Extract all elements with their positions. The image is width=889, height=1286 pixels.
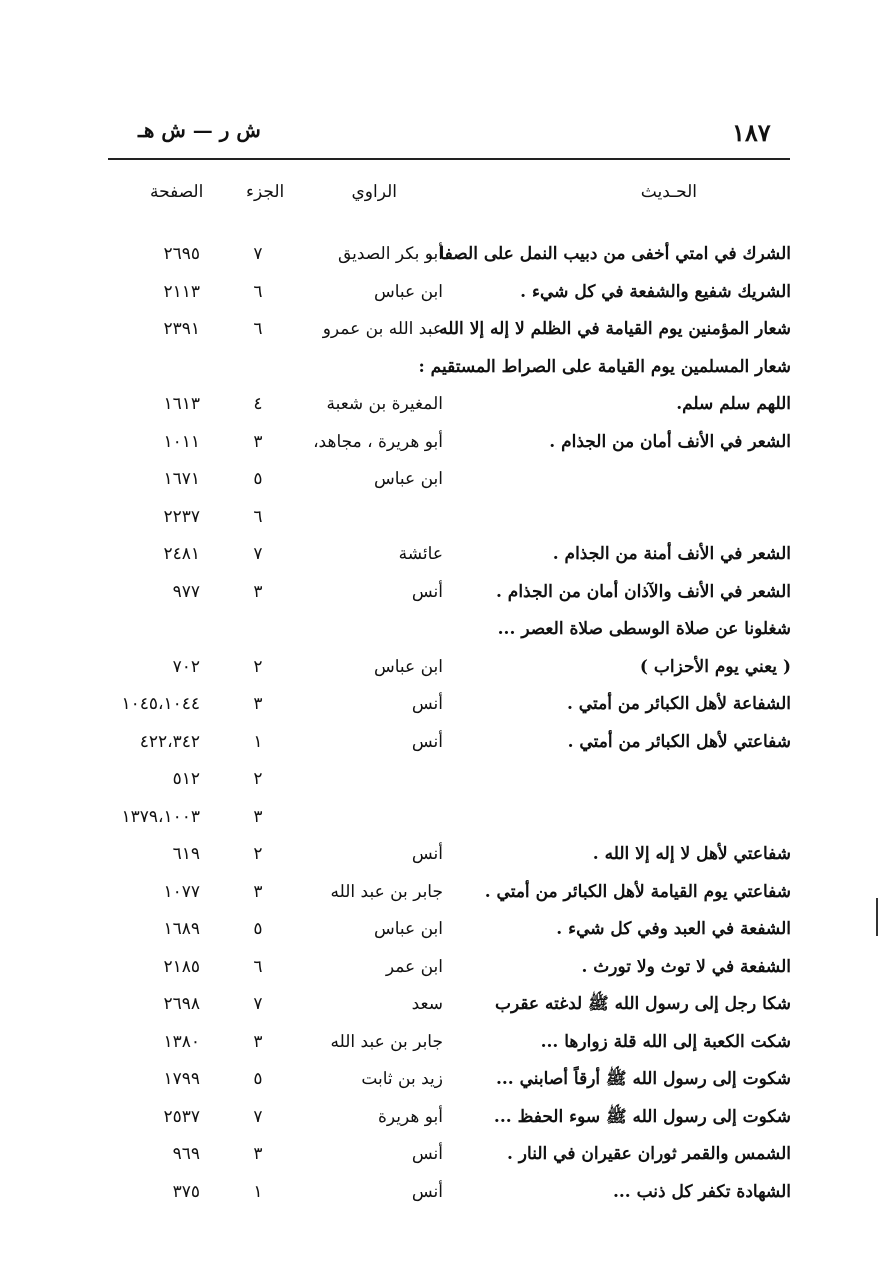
page-reference: ٩٧٧ xyxy=(172,581,200,602)
hadith-text: الشعر في الأنف أمنة من الجذام . xyxy=(552,544,791,564)
page-reference: ٢٣٩١ xyxy=(163,319,200,339)
column-header-hadith: الحـديث xyxy=(640,182,697,202)
table-row xyxy=(0,424,889,462)
page-reference: ١٠٧٧ xyxy=(163,881,200,902)
hadith-text: شفاعتي لأهل لا إله إلا الله . xyxy=(592,844,791,864)
hadith-text: الشعر في الأنف والآذان أمان من الجذام . xyxy=(495,581,791,602)
narrator-name: جابر بن عبد الله xyxy=(330,881,443,902)
page-reference: ١٦٧١ xyxy=(163,469,200,489)
narrator-name: أبو هريرة xyxy=(377,1106,443,1127)
narrator-name: أنس xyxy=(411,694,443,714)
volume-number: ٥ xyxy=(253,919,263,939)
hadith-text: شكوت إلى رسول الله ﷺ سوء الحفظ ... xyxy=(493,1106,791,1127)
table-row xyxy=(0,499,889,537)
narrator-name: زيد بن ثابت xyxy=(361,1069,443,1089)
hadith-text: الشرك في امتي أخفى من دبيب النمل على الصفا . xyxy=(427,244,791,264)
page-reference: ٢٦٩٥ xyxy=(163,244,200,264)
page-reference: ٧٠٢ xyxy=(172,656,200,677)
volume-number: ٣ xyxy=(253,881,263,902)
volume-number: ٢ xyxy=(253,769,263,789)
volume-number: ٤ xyxy=(253,394,263,414)
hadith-text: شكت الكعبة إلى الله قلة زوارها ... xyxy=(540,1031,791,1052)
narrator-name: أنس xyxy=(411,1181,443,1202)
volume-number: ٦ xyxy=(253,281,263,302)
narrator-name: ابن عمر xyxy=(385,956,443,977)
margin-mark xyxy=(876,898,878,936)
hadith-text: شكوت إلى رسول الله ﷺ أرقاً أصابني ... xyxy=(495,1069,791,1089)
volume-number: ٧ xyxy=(253,244,263,264)
table-row xyxy=(0,799,889,837)
table-row xyxy=(0,836,889,874)
table-row xyxy=(0,236,889,274)
table-row xyxy=(0,1061,889,1099)
page-reference: ١٣٧٩،١٠٠٣ xyxy=(121,806,200,827)
page-number: ١٨٧ xyxy=(732,118,771,147)
table-row xyxy=(0,536,889,574)
table-row xyxy=(0,724,889,762)
volume-number: ٧ xyxy=(253,994,263,1014)
volume-number: ٣ xyxy=(253,694,263,714)
table-row xyxy=(0,1136,889,1174)
page-reference: ٥١٢ xyxy=(172,769,200,789)
table-row xyxy=(0,611,889,649)
volume-number: ٦ xyxy=(253,506,263,527)
table-row xyxy=(0,461,889,499)
table-row xyxy=(0,311,889,349)
running-head: ش ر — ش هـ xyxy=(138,118,261,142)
page-reference: ١٦٨٩ xyxy=(163,919,200,939)
table-row xyxy=(0,349,889,387)
hadith-text: شعار المؤمنين يوم القيامة في الظلم لا إله إلا الله . xyxy=(427,319,791,339)
page-reference: ٢٤٨١ xyxy=(163,544,200,564)
narrator-name: أنس xyxy=(411,844,443,864)
hadith-text: الشفعة في لا توث ولا تورث . xyxy=(581,956,791,977)
page-reference: ٢٦٩٨ xyxy=(163,994,200,1014)
volume-number: ٣ xyxy=(253,1144,263,1164)
hadith-text: الشفاعة لأهل الكبائر من أمتي . xyxy=(566,694,791,714)
volume-number: ٧ xyxy=(253,544,263,564)
volume-number: ٦ xyxy=(253,956,263,977)
page-reference: ١٠٤٥،١٠٤٤ xyxy=(121,694,200,714)
table-row xyxy=(0,911,889,949)
narrator-name: أنس xyxy=(411,731,443,752)
volume-number: ٣ xyxy=(253,806,263,827)
narrator-name: عائشة xyxy=(398,544,443,564)
table-row xyxy=(0,686,889,724)
narrator-name: أنس xyxy=(411,581,443,602)
narrator-name: ابن عباس xyxy=(373,656,443,677)
hadith-text: شعار المسلمين يوم القيامة على الصراط المستقيم : xyxy=(418,356,791,377)
hadith-text: الشفعة في العبد وفي كل شيء . xyxy=(556,919,791,939)
table-row xyxy=(0,1099,889,1137)
hadith-text: شكا رجل إلى رسول الله ﷺ لدغته عقرب xyxy=(494,994,791,1014)
table-row xyxy=(0,986,889,1024)
page-reference: ١٣٨٠ xyxy=(163,1031,200,1052)
volume-number: ٣ xyxy=(253,1031,263,1052)
table-row xyxy=(0,761,889,799)
column-header-page: الصفحة xyxy=(150,182,204,202)
page-reference: ٦١٩ xyxy=(172,844,200,864)
page-reference: ٩٦٩ xyxy=(172,1144,200,1164)
table-row xyxy=(0,1024,889,1062)
page-reference: ١٠١١ xyxy=(163,431,200,452)
page-reference: ٤٢٢،٣٤٢ xyxy=(139,731,200,752)
narrator-name: ابن عباس xyxy=(373,919,443,939)
narrator-name: عبد الله بن عمرو xyxy=(322,319,443,339)
page-reference: ١٧٩٩ xyxy=(163,1069,200,1089)
volume-number: ٣ xyxy=(253,581,263,602)
narrator-name: ابن عباس xyxy=(373,281,443,302)
table-row xyxy=(0,1174,889,1212)
column-header-narrator: الراوي xyxy=(351,182,397,202)
hadith-text: شغلونا عن صلاة الوسطى صلاة العصر ... xyxy=(497,619,791,639)
table-row xyxy=(0,874,889,912)
table-row xyxy=(0,649,889,687)
narrator-name: جابر بن عبد الله xyxy=(330,1031,443,1052)
hadith-text: الشعر في الأنف أمان من الجذام . xyxy=(549,431,791,452)
column-header-volume: الجزء xyxy=(246,182,285,202)
narrator-name: ابن عباس xyxy=(373,469,443,489)
hadith-text: الشريك شفيع والشفعة في كل شيء . xyxy=(520,281,791,302)
table-row xyxy=(0,574,889,612)
page-reference: ٢٥٣٧ xyxy=(163,1106,200,1127)
volume-number: ٦ xyxy=(253,319,263,339)
volume-number: ١ xyxy=(253,731,263,752)
volume-number: ٣ xyxy=(253,431,263,452)
page-reference: ١٦١٣ xyxy=(163,394,200,414)
narrator-name: سعد xyxy=(411,994,443,1014)
volume-number: ٢ xyxy=(253,656,263,677)
page-reference: ٢٢٣٧ xyxy=(163,506,200,527)
narrator-name: أبو هريرة ، مجاهد، xyxy=(313,431,443,452)
page-reference: ٢١١٣ xyxy=(163,281,200,302)
page-reference: ٢١٨٥ xyxy=(163,956,200,977)
hadith-text: الشهادة تكفر كل ذنب ... xyxy=(612,1181,791,1202)
table-row xyxy=(0,386,889,424)
narrator-name: المغيرة بن شعبة xyxy=(326,394,443,414)
page-reference: ٣٧٥ xyxy=(172,1181,200,1202)
volume-number: ٢ xyxy=(253,844,263,864)
volume-number: ٧ xyxy=(253,1106,263,1127)
header-rule xyxy=(108,158,790,160)
hadith-index-table xyxy=(0,236,889,1211)
hadith-text: الشمس والقمر ثوران عقيران في النار . xyxy=(506,1144,791,1164)
narrator-name: أنس xyxy=(411,1144,443,1164)
volume-number: ٥ xyxy=(253,469,263,489)
narrator-name: أبو بكر الصديق xyxy=(337,244,443,264)
volume-number: ١ xyxy=(253,1181,263,1202)
volume-number: ٥ xyxy=(253,1069,263,1089)
hadith-text: اللهم سلم سلم. xyxy=(676,394,791,414)
hadith-text: شفاعتي يوم القيامة لأهل الكبائر من أمتي . xyxy=(484,881,791,902)
hadith-text: شفاعتي لأهل الكبائر من أمتي . xyxy=(567,731,791,752)
table-row xyxy=(0,949,889,987)
table-row xyxy=(0,274,889,312)
hadith-text: ( يعني يوم الأحزاب ) xyxy=(639,656,791,677)
